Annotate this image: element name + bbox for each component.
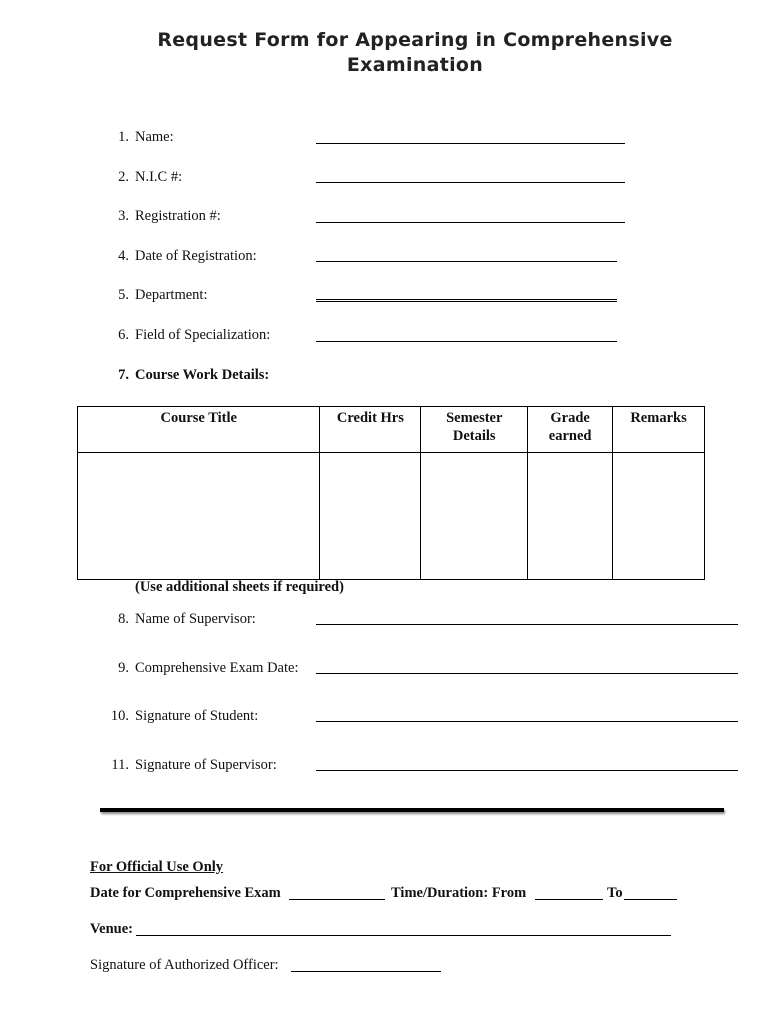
field-name-label: 1. Name: [118, 129, 174, 145]
form-title [150, 28, 680, 78]
header-semester-details: Semester Details [421, 407, 528, 453]
table-row [78, 453, 705, 580]
cell-semester-details[interactable] [421, 453, 528, 580]
form-title-line2: Examination [346, 54, 484, 76]
official-date-line[interactable] [289, 899, 385, 900]
course-work-heading: 7. Course Work Details: [118, 367, 270, 383]
field-department-label: 5. Department: [118, 287, 208, 303]
field-nic-line[interactable] [316, 182, 625, 183]
cell-credit-hrs[interactable] [320, 453, 421, 580]
cell-remarks[interactable] [613, 453, 705, 580]
table-header-row [78, 407, 705, 453]
cell-grade-earned[interactable] [528, 453, 613, 580]
official-signature-line[interactable] [291, 971, 441, 972]
field-supervisor-line[interactable] [316, 624, 738, 625]
official-venue-label: Venue: [90, 921, 133, 937]
official-use-heading: For Official Use Only [90, 859, 224, 875]
field-supervisor-label: 8. Name of Supervisor: [118, 611, 256, 627]
official-time-from-line[interactable] [535, 899, 603, 900]
official-time-label: Time/Duration: From [391, 885, 527, 901]
official-date-label: Date for Comprehensive Exam [90, 885, 281, 901]
field-name-line[interactable] [316, 143, 625, 144]
official-to-label: To [607, 885, 623, 901]
field-supervisor-signature-line[interactable] [316, 770, 738, 771]
form-title-line1: Request Form for Appearing in Comprehensive [157, 29, 673, 51]
header-grade-earned: Grade earned [528, 407, 613, 453]
field-registration-label: 3. Registration #: [118, 208, 221, 224]
field-student-signature-label: 10. Signature of Student: [110, 708, 259, 724]
field-date-registration-label: 4. Date of Registration: [118, 248, 257, 264]
field-supervisor-signature-label: 11. Signature of Supervisor: [111, 757, 277, 773]
header-credit-hrs: Credit Hrs [320, 407, 421, 453]
official-signature-label: Signature of Authorized Officer: [90, 957, 279, 973]
field-department-line[interactable] [316, 299, 617, 302]
field-registration-line[interactable] [316, 222, 625, 223]
header-remarks: Remarks [613, 407, 705, 453]
course-work-table [77, 406, 705, 580]
field-date-registration-line[interactable] [316, 261, 617, 262]
field-specialization-line[interactable] [316, 341, 617, 342]
table-note: (Use additional sheets if required) [135, 579, 344, 595]
section-divider [100, 808, 724, 812]
field-nic-label: 2. N.I.C #: [118, 169, 183, 185]
header-course-title: Course Title [78, 407, 320, 453]
cell-course-title[interactable] [78, 453, 320, 580]
field-student-signature-line[interactable] [316, 721, 738, 722]
field-specialization-label: 6. Field of Specialization: [118, 327, 271, 343]
field-exam-date-line[interactable] [316, 673, 738, 674]
official-venue-line[interactable] [136, 935, 671, 936]
field-exam-date-label: 9. Comprehensive Exam Date: [118, 660, 299, 676]
official-to-line[interactable] [624, 899, 677, 900]
